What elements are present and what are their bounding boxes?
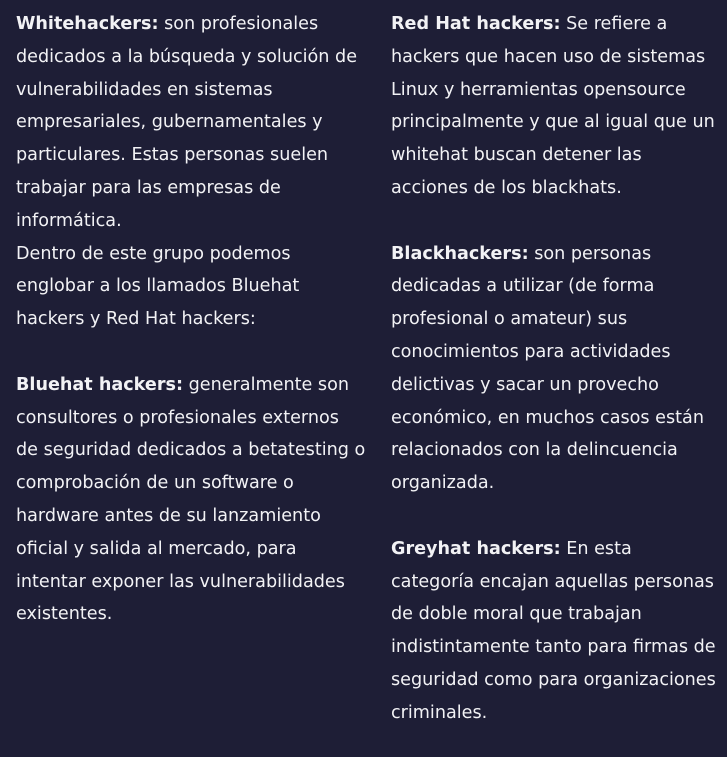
bluehat-paragraph — [16, 369, 366, 631]
greyhat-description: En esta categoría encajan aquellas personas de doble moral que trabajan indistintamente tanto para firmas de seguridad como para organizaciones criminales. — [391, 538, 716, 723]
bluehat-description: generalmente son consultores o profesionales externos de seguridad dedicados a betatesting o comprobación de un software o hardware antes de su lanzamiento oficial y salida al mercado, para intentar exponer las vulnerabilidades existentes. — [16, 374, 366, 625]
greyhat-paragraph — [391, 533, 719, 730]
redhat-paragraph — [391, 8, 719, 205]
paragraph-spacer — [391, 500, 719, 533]
groups-note-paragraph: Dentro de este grupo podemos englobar a los llamados Bluehat hackers y Red Hat hackers: — [16, 243, 300, 330]
bluehat-term: Bluehat hackers: — [16, 374, 184, 395]
blackhackers-term: Blackhackers: — [391, 243, 529, 264]
whitehackers-term: Whitehackers: — [16, 14, 159, 34]
blackhackers-description: son personas dedicadas a utilizar (de forma profesional o amateur) sus conocimientos para actividades delictivas y sacar un provecho económico, en muchos casos están relacionados con la delincuencia organizada. — [391, 243, 704, 494]
whitehackers-paragraph — [16, 8, 366, 238]
greyhat-term: Greyhat hackers: — [391, 538, 561, 559]
right-column — [391, 8, 719, 730]
redhat-description: Se refiere a hackers que hacen uso de sistemas Linux y herramientas opensource principalmente y que al igual que un whitehat buscan detener las acciones de los blackhats. — [391, 14, 715, 198]
paragraph-spacer — [391, 205, 719, 238]
paragraph-spacer — [16, 336, 366, 369]
left-column — [16, 8, 366, 631]
whitehackers-description: son profesionales dedicados a la búsqueda y solución de vulnerabilidades en sistemas empresariales, gubernamentales y particulares. Estas personas suelen trabajar para las empresas de informática. — [16, 14, 358, 231]
blackhackers-paragraph — [391, 238, 719, 500]
redhat-term: Red Hat hackers: — [391, 14, 561, 34]
